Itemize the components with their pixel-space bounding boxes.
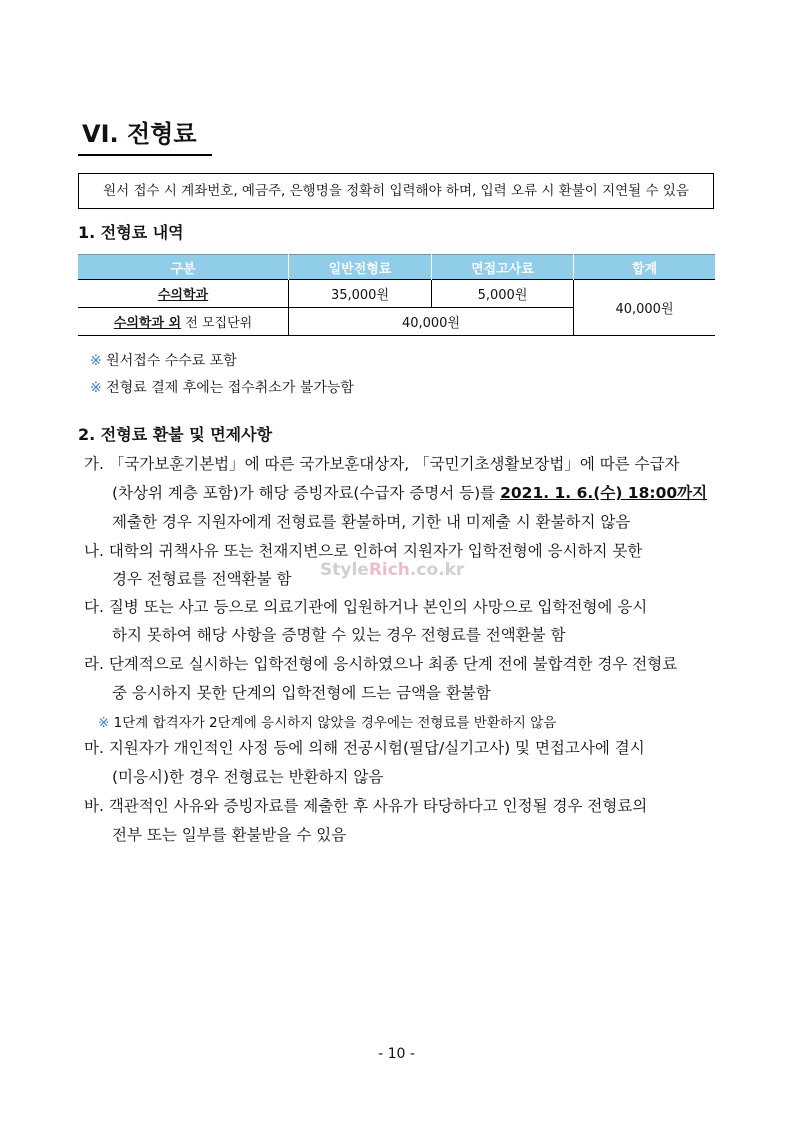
note-item: ※ 원서접수 수수료 포함: [90, 353, 237, 369]
fee-table: [78, 254, 715, 336]
refund-da-line2: 하지 못하여 해당 사항을 증명할 수 있는 경우 전형료를 전액환불 함: [112, 626, 566, 644]
refund-ra-line1: 라. 단계적으로 실시하는 입학전형에 응시하였으나 최종 단계 전에 불합격한 경우 전형료: [84, 655, 678, 673]
section-title: VI. 전형료: [78, 114, 212, 156]
refund-ra-note: ※ 1단계 합격자가 2단계에 응시하지 않았을 경우에는 전형료를 반환하지 않음: [98, 715, 557, 731]
refund-na-line1: 나. 대학의 귀책사유 또는 천재지변으로 인하여 지원자가 입학전형에 응시하지 못한: [84, 542, 643, 560]
row2-general-fee: 40,000원: [289, 308, 574, 336]
fee-table-header-row: [78, 255, 715, 280]
row1-interview-fee: 5,000원: [432, 280, 574, 308]
header-total: 합계: [574, 255, 716, 280]
notice-box: 원서 접수 시 계좌번호, 예금주, 은행명을 정확히 입력해야 하며, 입력 오류 시 환불이 지연될 수 있음: [78, 173, 714, 209]
deadline-date: 2021. 1. 6.(수) 18:00까지: [500, 484, 708, 502]
page-number: - 10 -: [378, 1046, 415, 1062]
total-fee: 40,000원: [574, 280, 716, 336]
row2-category: 수의학과 외 전 모집단위: [78, 308, 289, 336]
refund-ba-line2: 전부 또는 일부를 환불받을 수 있음: [112, 826, 347, 844]
refund-ba-line1: 바. 객관적인 사유와 증빙자료를 제출한 후 사유가 타당하다고 인정될 경우 전형료의: [84, 797, 648, 815]
refund-ma-line1: 마. 지원자가 개인적인 사정 등에 의해 전공시험(필답/실기고사) 및 면접고사에 결시: [84, 739, 645, 757]
table-row: [78, 280, 715, 308]
header-interview-fee: 면접고사료: [432, 255, 574, 280]
header-general-fee: 일반전형료: [289, 255, 432, 280]
refund-heading: 2. 전형료 환불 및 면제사항: [78, 425, 273, 444]
note-item: ※ 전형료 결제 후에는 접수취소가 불가능함: [90, 380, 354, 396]
watermark: StyleRich.co.kr: [320, 560, 465, 580]
refund-ga-line2: (차상위 계층 포함)가 해당 증빙자료(수급자 증명서 등)를 2021. 1. 6.(수) 18:00까지: [112, 484, 708, 502]
refund-ga-line3: 제출한 경우 지원자에게 전형료를 환불하며, 기한 내 미제출 시 환불하지 않음: [112, 513, 631, 531]
refund-ra-line2: 중 응시하지 못한 단계의 입학전형에 드는 금액을 환불함: [112, 684, 491, 702]
header-category: 구분: [78, 255, 289, 280]
row1-category: 수의학과: [78, 280, 289, 308]
refund-da-line1: 다. 질병 또는 사고 등으로 의료기관에 입원하거나 본인의 사망으로 입학전형에 응시: [84, 598, 648, 616]
fee-heading: 1. 전형료 내역: [78, 223, 184, 242]
row1-general-fee: 35,000원: [289, 280, 432, 308]
refund-ga-line1: 가. 「국가보훈기본법」에 따른 국가보훈대상자, 「국민기초생활보장법」에 따른 수급자: [84, 455, 680, 473]
refund-ma-line2: (미응시)한 경우 전형료는 반환하지 않음: [112, 768, 384, 786]
refund-na-line2: 경우 전형료를 전액환불 함: [112, 570, 292, 588]
